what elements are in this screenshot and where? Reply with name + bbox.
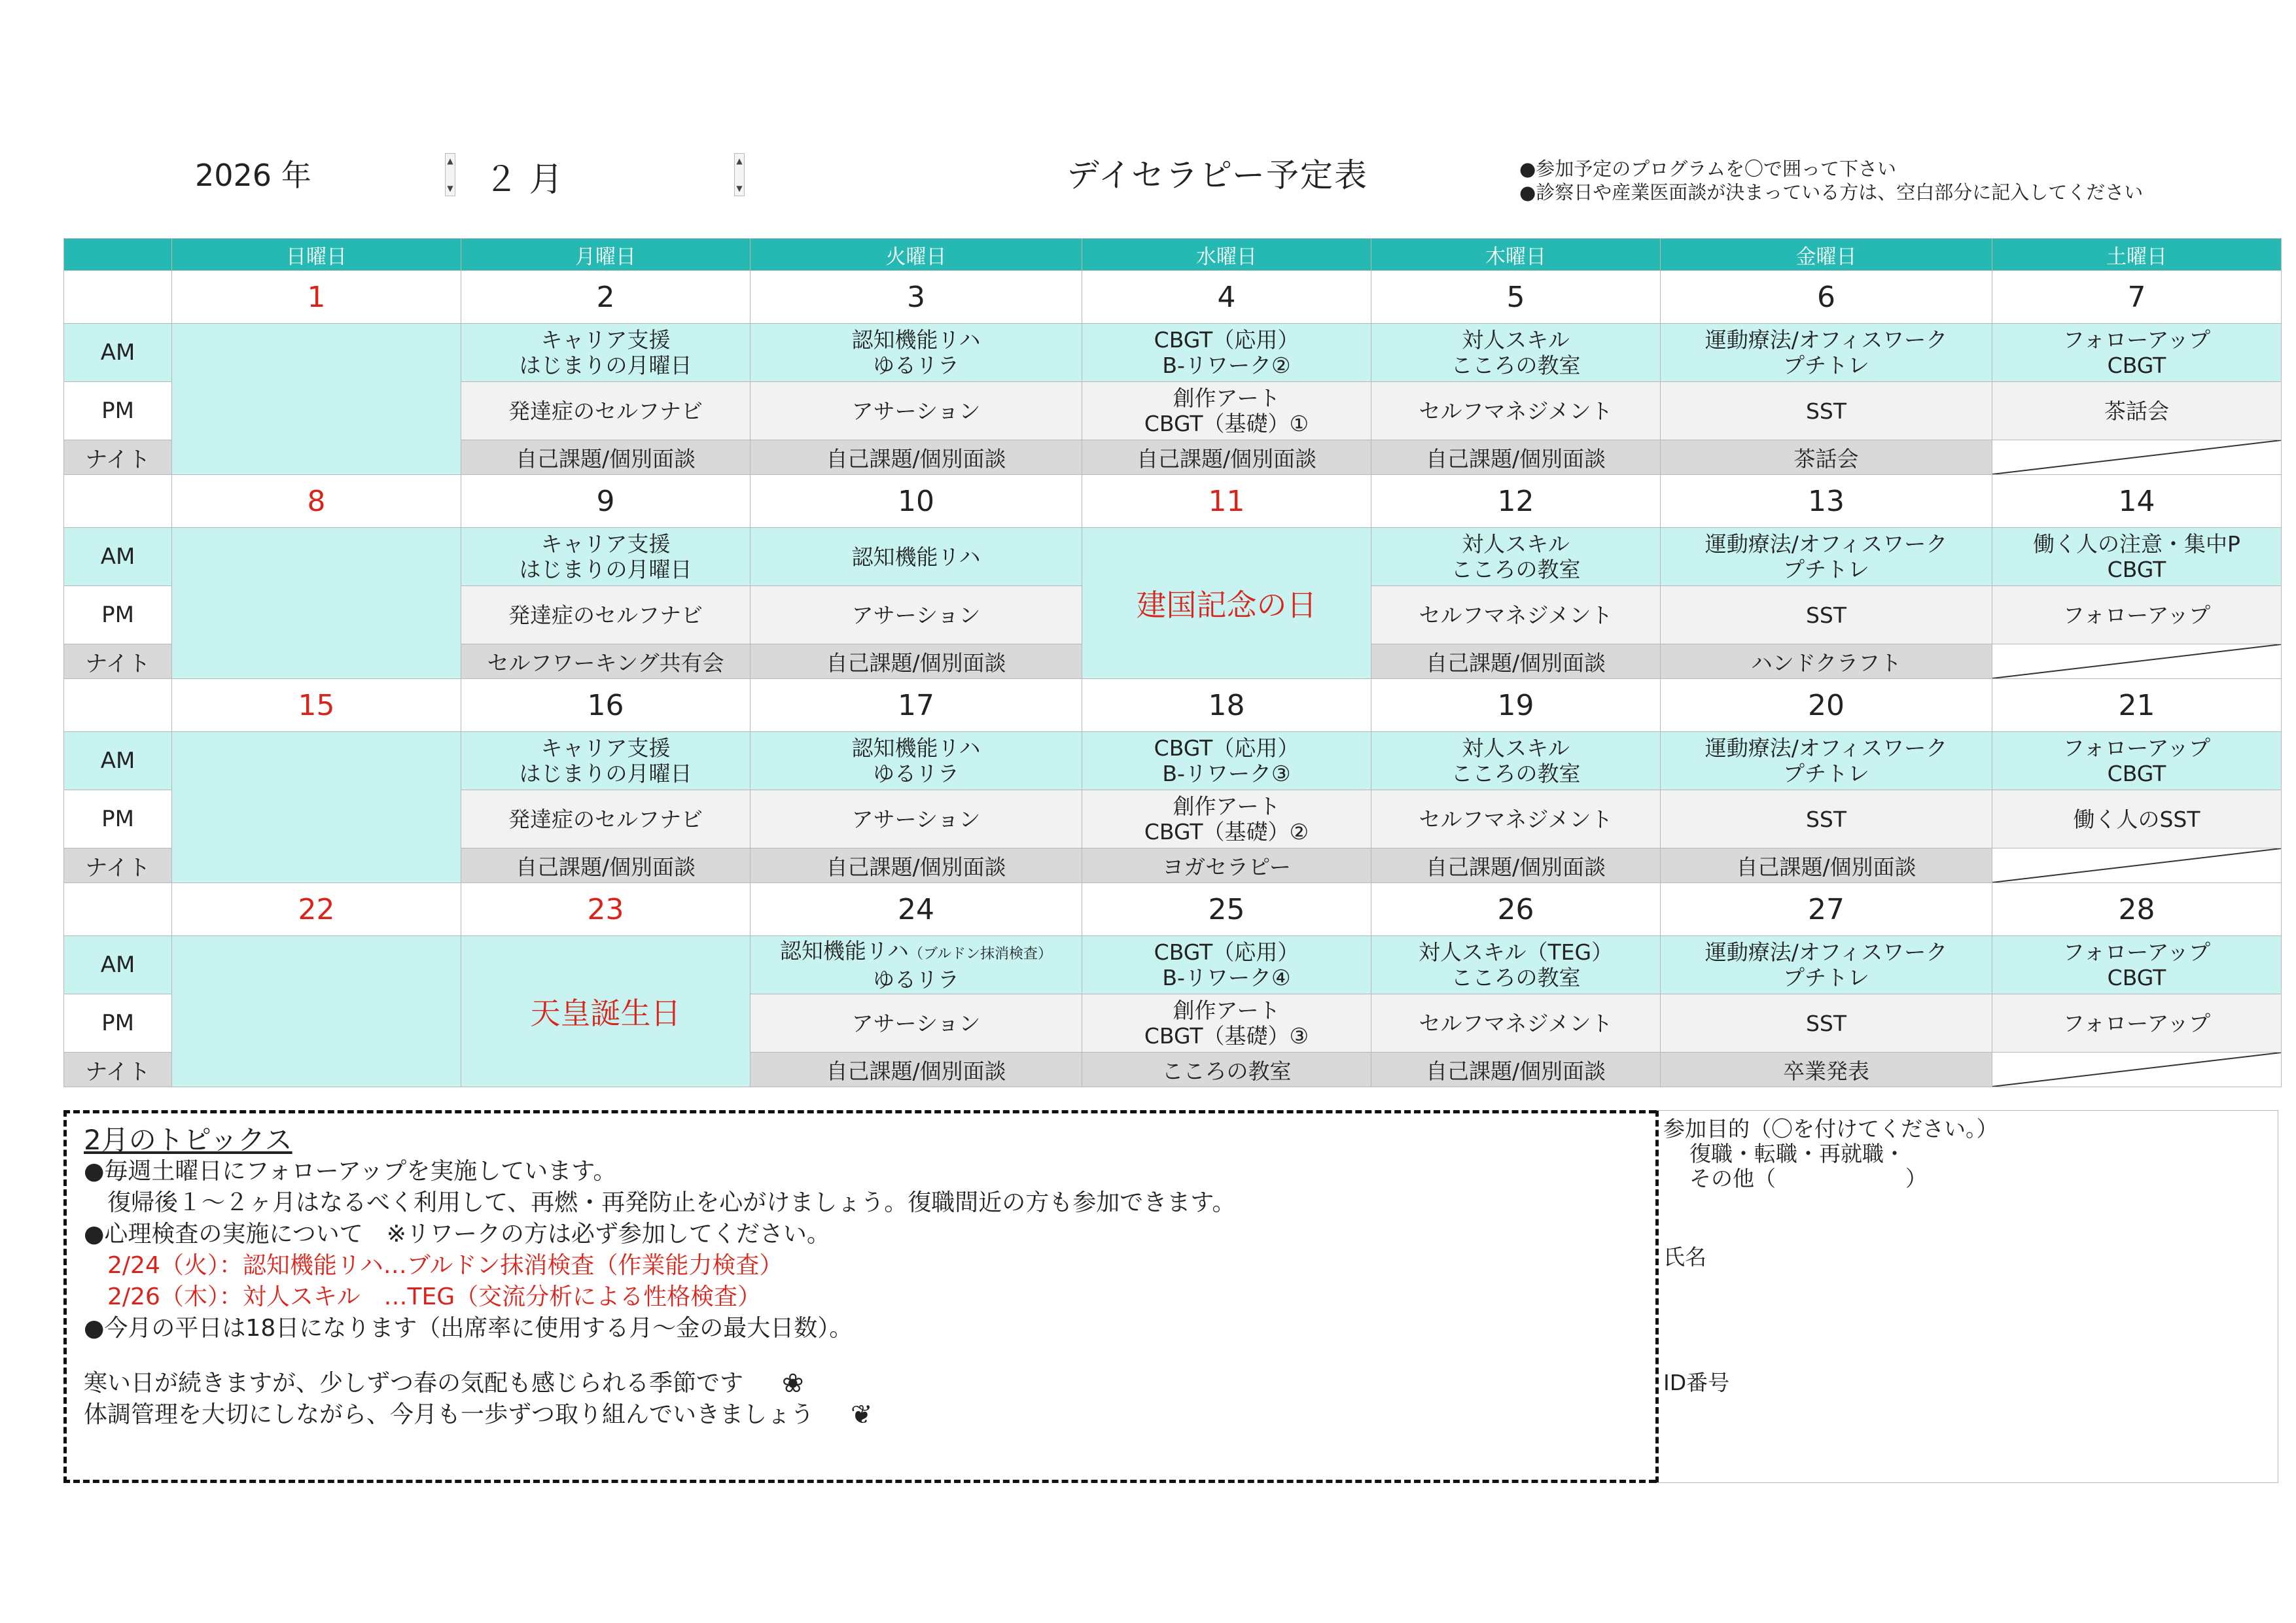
- am-program-cell[interactable]: [1661, 732, 1992, 790]
- night-program-cell[interactable]: [461, 440, 751, 475]
- program-line: B-リワーク④: [1162, 965, 1291, 990]
- am-program-cell[interactable]: [1371, 528, 1661, 586]
- weekday-header: 日曜日: [172, 239, 461, 271]
- instructions: [1519, 157, 2143, 204]
- date-number: 27: [1661, 883, 1992, 936]
- name-label: 氏名: [1663, 1244, 1706, 1270]
- topic-line: ●今月の平日は18日になります（出席率に使用する月～金の最大日数）。: [84, 1315, 853, 1342]
- am-program-cell[interactable]: [461, 324, 751, 382]
- date-number: 15: [172, 679, 461, 732]
- pm-program-cell[interactable]: [751, 382, 1082, 440]
- program-line: 運動療法/オフィスワーク: [1704, 939, 1948, 965]
- program-line: フォローアップ: [2062, 1010, 2211, 1036]
- program-line: 茶話会: [1793, 445, 1859, 472]
- am-program-cell[interactable]: [461, 732, 751, 790]
- date-number: 21: [1992, 679, 2282, 732]
- topic-line: ●毎週土曜日にフォローアップを実施しています。: [84, 1158, 617, 1185]
- program-line: 自己課題/個別面談: [1425, 1058, 1606, 1084]
- weekday-header: 土曜日: [1992, 239, 2282, 271]
- night-program-cell[interactable]: [461, 848, 751, 883]
- program-line: SST: [1805, 1010, 1847, 1036]
- program-line: 発達症のセルフナビ: [508, 602, 703, 628]
- program-line: CBGT: [2107, 557, 2166, 582]
- program-line: プチトレ: [1783, 353, 1869, 378]
- pm-program-cell[interactable]: [1992, 994, 2282, 1053]
- program-line: 発達症のセルフナビ: [508, 806, 703, 832]
- spin-down-icon[interactable]: ▼: [447, 184, 453, 193]
- program-line: プチトレ: [1783, 557, 1869, 582]
- holiday-block: 天皇誕生日: [461, 936, 751, 1087]
- program-line: アサーション: [851, 398, 981, 424]
- am-program-cell[interactable]: [461, 528, 751, 586]
- program-line: 働く人のSST: [2073, 806, 2200, 832]
- pm-program-cell[interactable]: [1371, 382, 1661, 440]
- am-label: AM: [64, 324, 172, 382]
- weekday-header: 金曜日: [1661, 239, 1992, 271]
- program-line: ヨガセラピー: [1162, 854, 1291, 880]
- flower-icon: ❀: [782, 1369, 804, 1399]
- date-number: 4: [1082, 271, 1371, 324]
- pm-program-cell[interactable]: [461, 790, 751, 848]
- date-number: 13: [1661, 475, 1992, 528]
- pm-program-cell[interactable]: [1082, 790, 1371, 848]
- topic-line: 寒い日が続きますが、少しずつ春の気配も感じられる季節です: [84, 1370, 744, 1397]
- date-number: 28: [1992, 883, 2282, 936]
- program-line: B-リワーク②: [1162, 353, 1291, 378]
- am-row: [64, 528, 2282, 586]
- date-number: 8: [172, 475, 461, 528]
- night-empty-slash: [1992, 644, 2282, 679]
- date-row: [64, 883, 2282, 936]
- program-line: 自己課題/個別面談: [826, 445, 1006, 472]
- program-line: CBGT（基礎）①: [1144, 411, 1309, 436]
- program-line: CBGT: [2107, 965, 2166, 990]
- date-number: 11: [1082, 475, 1371, 528]
- program-line: ハンドクラフト: [1750, 650, 1902, 676]
- topic-line: 2/24（火）：認知機能リハ…ブルドン抹消検査（作業能力検査）: [84, 1252, 783, 1279]
- am-program-cell[interactable]: [1661, 528, 1992, 586]
- night-program-cell[interactable]: [751, 440, 1082, 475]
- night-empty-slash: [1992, 1053, 2282, 1087]
- row-label-blank: [64, 679, 172, 732]
- pm-program-cell[interactable]: [1371, 586, 1661, 644]
- purpose-options[interactable]: 復職・転職・再就職・: [1689, 1141, 1905, 1166]
- program-line: こころの教室: [1161, 1058, 1292, 1084]
- program-line: SST: [1805, 398, 1847, 424]
- program-line: 運動療法/オフィスワーク: [1704, 531, 1948, 557]
- year-spinner[interactable]: [445, 153, 455, 196]
- program-line: プチトレ: [1783, 965, 1869, 990]
- am-program-cell[interactable]: [1992, 324, 2282, 382]
- program-line: 自己課題/個別面談: [826, 854, 1006, 880]
- pm-program-cell[interactable]: [751, 790, 1082, 848]
- holiday-block: 建国記念の日: [1082, 528, 1371, 679]
- am-program-cell[interactable]: [1082, 936, 1371, 994]
- am-program-cell[interactable]: [1992, 528, 2282, 586]
- program-line: セルフマネジメント: [1419, 398, 1613, 424]
- night-program-cell[interactable]: [1082, 848, 1371, 883]
- program-line: 茶話会: [2104, 398, 2169, 424]
- program-line: 運動療法/オフィスワーク: [1704, 327, 1948, 353]
- am-row: [64, 936, 2282, 994]
- id-label: ID番号: [1663, 1370, 1730, 1395]
- am-label: AM: [64, 528, 172, 586]
- program-line: 自己課題/個別面談: [1136, 445, 1317, 472]
- spin-up-icon[interactable]: ▲: [736, 156, 743, 166]
- date-number: 6: [1661, 271, 1992, 324]
- program-line: CBGT: [2107, 353, 2166, 378]
- pm-program-cell[interactable]: [1661, 790, 1992, 848]
- instruction-line: ●参加予定のプログラムを〇で囲って下さい: [1519, 158, 1897, 180]
- program-line: 卒業発表: [1783, 1058, 1869, 1084]
- am-row: [64, 732, 2282, 790]
- program-line: 認知機能リハ: [851, 327, 981, 353]
- date-row: [64, 679, 2282, 732]
- purpose-label: 参加目的（〇を付けてください。）: [1663, 1116, 1998, 1142]
- program-line: SST: [1805, 806, 1847, 832]
- date-number: 18: [1082, 679, 1371, 732]
- spin-down-icon[interactable]: ▼: [736, 184, 743, 193]
- program-line: 対人スキル: [1462, 531, 1570, 557]
- night-program-cell[interactable]: [1371, 848, 1661, 883]
- month-display: ２ 月: [484, 160, 563, 200]
- program-line: 対人スキル（TEG）: [1418, 939, 1614, 965]
- night-label: ナイト: [64, 440, 172, 475]
- program-line: 自己課題/個別面談: [826, 650, 1006, 676]
- pm-program-cell[interactable]: [461, 586, 751, 644]
- program-line: 自己課題/個別面談: [826, 1058, 1006, 1084]
- program-line: CBGT: [2107, 761, 2166, 786]
- program-line: 自己課題/個別面談: [515, 854, 696, 880]
- pm-program-cell[interactable]: [751, 994, 1082, 1053]
- night-program-cell[interactable]: [1661, 1053, 1992, 1087]
- night-program-cell[interactable]: [1661, 440, 1992, 475]
- program-line: セルフマネジメント: [1419, 806, 1613, 832]
- night-program-cell[interactable]: [1082, 440, 1371, 475]
- date-number: 19: [1371, 679, 1661, 732]
- am-program-cell[interactable]: [1082, 324, 1371, 382]
- topic-line: ●心理検査の実施について ※リワークの方は必ず参加してください。: [84, 1221, 830, 1248]
- pm-program-cell[interactable]: [1371, 790, 1661, 848]
- night-program-cell[interactable]: [1371, 440, 1661, 475]
- program-line: 発達症のセルフナビ: [508, 398, 703, 424]
- program-line: SST: [1805, 602, 1847, 628]
- pm-program-cell[interactable]: [1661, 994, 1992, 1053]
- am-program-line: ゆるリラ: [873, 966, 959, 992]
- am-program-cell[interactable]: [1661, 324, 1992, 382]
- program-line: こころの教室: [1451, 965, 1581, 990]
- night-program-cell[interactable]: [1371, 1053, 1661, 1087]
- night-program-cell[interactable]: [461, 644, 751, 679]
- date-number: 20: [1661, 679, 1992, 732]
- weekday-header-row: [64, 239, 2282, 271]
- sunday-block: [172, 528, 461, 679]
- topic-line: 体調管理を大切にしながら、今月も一歩ずつ取り組んでいきましょう: [84, 1401, 815, 1428]
- program-line: B-リワーク③: [1162, 761, 1291, 786]
- pm-program-cell[interactable]: [461, 382, 751, 440]
- night-program-cell[interactable]: [1082, 1053, 1371, 1087]
- program-line: ゆるリラ: [873, 761, 959, 786]
- row-label-blank: [64, 883, 172, 936]
- program-line: こころの教室: [1451, 557, 1581, 582]
- am-program-cell[interactable]: [751, 324, 1082, 382]
- am-program-line: [751, 938, 1082, 967]
- program-line: 自己課題/個別面談: [1736, 854, 1916, 880]
- am-program-cell[interactable]: [1992, 732, 2282, 790]
- date-number: 10: [751, 475, 1082, 528]
- am-program-cell[interactable]: [1082, 732, 1371, 790]
- program-line: アサーション: [851, 602, 981, 628]
- date-row: [64, 475, 2282, 528]
- purpose-other[interactable]: その他（ ）: [1689, 1166, 1927, 1191]
- pm-label: PM: [64, 790, 172, 848]
- date-number: 25: [1082, 883, 1371, 936]
- pm-label: PM: [64, 994, 172, 1053]
- program-line: はじまりの月曜日: [519, 761, 692, 786]
- program-line: 認知機能リハ: [851, 735, 981, 761]
- night-program-cell[interactable]: [1661, 848, 1992, 883]
- program-line: CBGT（応用）: [1154, 735, 1299, 761]
- program-line: フォローアップ: [2062, 327, 2211, 353]
- date-number: 14: [1992, 475, 2282, 528]
- pm-program-cell[interactable]: [1082, 382, 1371, 440]
- date-number: 22: [172, 883, 461, 936]
- program-line: 対人スキル: [1462, 327, 1570, 353]
- program-line: アサーション: [851, 1010, 981, 1036]
- program-line: 働く人の注意・集中P: [2033, 531, 2240, 557]
- night-program-cell[interactable]: [751, 1053, 1082, 1087]
- program-line: 自己課題/個別面談: [515, 445, 696, 472]
- date-number: 1: [172, 271, 461, 324]
- weekday-header: 火曜日: [751, 239, 1082, 271]
- program-line: セルフマネジメント: [1419, 602, 1613, 628]
- program-line: キャリア支援: [540, 735, 671, 761]
- topics-title: 2月のトピックス: [84, 1124, 292, 1156]
- program-line: 自己課題/個別面談: [1425, 854, 1606, 880]
- night-label: ナイト: [64, 1053, 172, 1087]
- date-number: 7: [1992, 271, 2282, 324]
- page-title: デイセラピー予定表: [1067, 156, 1368, 194]
- spin-up-icon[interactable]: ▲: [447, 156, 453, 166]
- program-line: ゆるリラ: [873, 353, 959, 378]
- program-line: 認知機能リハ: [851, 544, 981, 570]
- program-line: はじまりの月曜日: [519, 557, 692, 582]
- sprout-icon: ❦: [851, 1400, 873, 1430]
- program-line: セルフマネジメント: [1419, 1010, 1613, 1036]
- am-program-cell[interactable]: [1371, 324, 1661, 382]
- program-line: こころの教室: [1451, 353, 1581, 378]
- program-line: CBGT（基礎）②: [1144, 819, 1309, 845]
- night-label: ナイト: [64, 848, 172, 883]
- date-number: 23: [461, 883, 751, 936]
- night-label: ナイト: [64, 644, 172, 679]
- program-line: はじまりの月曜日: [519, 353, 692, 378]
- pm-program-cell[interactable]: [1992, 382, 2282, 440]
- am-program-cell[interactable]: [751, 732, 1082, 790]
- date-number: 12: [1371, 475, 1661, 528]
- date-number: 9: [461, 475, 751, 528]
- program-line: フォローアップ: [2062, 939, 2211, 965]
- date-number: 2: [461, 271, 751, 324]
- pm-program-cell[interactable]: [1082, 994, 1371, 1053]
- pm-label: PM: [64, 586, 172, 644]
- sunday-block: [172, 324, 461, 475]
- night-program-cell[interactable]: [751, 644, 1082, 679]
- program-name: 認知機能リハ: [779, 937, 909, 964]
- program-line: フォローアップ: [2062, 735, 2211, 761]
- night-program-cell[interactable]: [751, 848, 1082, 883]
- date-number: 16: [461, 679, 751, 732]
- date-number: 3: [751, 271, 1082, 324]
- am-row: [64, 324, 2282, 382]
- am-program-cell[interactable]: [1992, 936, 2282, 994]
- night-empty-slash: [1992, 440, 2282, 475]
- program-line: 運動療法/オフィスワーク: [1704, 735, 1948, 761]
- pm-program-cell[interactable]: [1992, 586, 2282, 644]
- program-line: キャリア支援: [540, 531, 671, 557]
- program-line: 自己課題/個別面談: [1425, 445, 1606, 472]
- month-spinner[interactable]: [734, 153, 745, 196]
- header-corner: [64, 239, 172, 271]
- sunday-block: [172, 936, 461, 1087]
- schedule-calendar: [63, 238, 2282, 1087]
- program-line: アサーション: [851, 806, 981, 832]
- weekday-header: 木曜日: [1371, 239, 1661, 271]
- program-line: 創作アート: [1173, 385, 1280, 411]
- pm-program-cell[interactable]: [751, 586, 1082, 644]
- program-line: 自己課題/個別面談: [1425, 650, 1606, 676]
- am-program-cell[interactable]: [1661, 936, 1992, 994]
- program-line: 創作アート: [1173, 998, 1280, 1023]
- pm-program-cell[interactable]: [1661, 586, 1992, 644]
- program-line: キャリア支援: [540, 327, 671, 353]
- year-display: 2026 年: [195, 158, 311, 193]
- program-line: プチトレ: [1783, 761, 1869, 786]
- row-label-blank: [64, 475, 172, 528]
- date-number: 5: [1371, 271, 1661, 324]
- am-label: AM: [64, 936, 172, 994]
- program-line: セルフワーキング共有会: [487, 650, 724, 676]
- date-number: 26: [1371, 883, 1661, 936]
- am-label: AM: [64, 732, 172, 790]
- night-program-cell[interactable]: [1371, 644, 1661, 679]
- pm-program-cell[interactable]: [1661, 382, 1992, 440]
- am-program-cell[interactable]: [751, 528, 1082, 586]
- row-label-blank: [64, 271, 172, 324]
- date-row: [64, 271, 2282, 324]
- date-number: 24: [751, 883, 1082, 936]
- pm-program-cell[interactable]: [1371, 994, 1661, 1053]
- topic-line: 2/26（木）：対人スキル …TEG（交流分析による性格検査）: [84, 1283, 762, 1310]
- am-program-cell[interactable]: [1371, 732, 1661, 790]
- program-note: （ブルドン抹消検査）: [908, 945, 1053, 962]
- weekday-header: 水曜日: [1082, 239, 1371, 271]
- topic-line: 復帰後１～２ヶ月はなるべく利用して、再燃・再発防止を心がけましょう。復職間近の方も参加できます。: [84, 1189, 1236, 1216]
- pm-program-cell[interactable]: [1992, 790, 2282, 848]
- am-program-cell[interactable]: [751, 936, 1082, 994]
- program-line: こころの教室: [1451, 761, 1581, 786]
- instruction-line: ●診察日や産業医面談が決まっている方は、空白部分に記入してください: [1519, 181, 2144, 203]
- pm-label: PM: [64, 382, 172, 440]
- night-program-cell[interactable]: [1661, 644, 1992, 679]
- am-program-cell[interactable]: [1371, 936, 1661, 994]
- program-line: CBGT（応用）: [1154, 327, 1299, 353]
- program-line: 対人スキル: [1462, 735, 1570, 761]
- program-line: CBGT（基礎）③: [1144, 1023, 1309, 1049]
- program-line: 創作アート: [1173, 794, 1280, 819]
- night-empty-slash: [1992, 848, 2282, 883]
- date-number: 17: [751, 679, 1082, 732]
- sunday-block: [172, 732, 461, 883]
- program-line: CBGT（応用）: [1154, 939, 1299, 965]
- weekday-header: 月曜日: [461, 239, 751, 271]
- program-line: フォローアップ: [2062, 602, 2211, 628]
